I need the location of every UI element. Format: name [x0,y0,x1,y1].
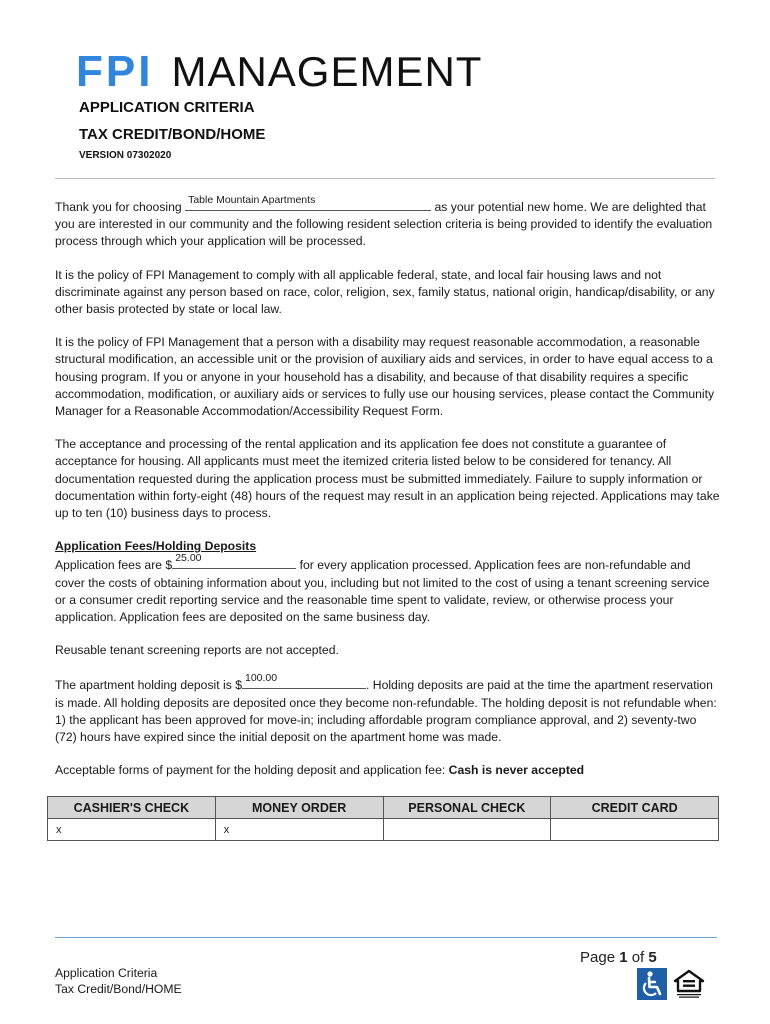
cell-money-order[interactable]: x [215,819,383,841]
holding-deposit-value: 100.00 [245,672,278,685]
document-footer [55,966,182,997]
application-fee-value: 25.00 [175,552,202,565]
page-number [580,949,657,966]
fees-text-start: Application fees are $ [55,558,173,573]
footer-icons [637,968,707,1000]
fees-section-title: Application Fees/Holding Deposits [55,539,257,554]
deposit-text-start: The apartment holding deposit is $ [55,678,242,693]
reusable-reports-paragraph: Reusable tenant screening reports are not accepted. [55,643,339,658]
document-version: VERSION 07302020 [79,150,172,161]
header-divider [55,178,715,179]
holding-deposit-field[interactable] [242,672,366,689]
acceptance-paragraph: The acceptance and processing of the rental application and its application fee does not constitute a guarantee of acceptance for housing. All applicants must meet the itemized criteria listed below to be considered for tenancy. All documentation requested during the application process must be submitted immediately. Failure to supply information or documentation within forty-eight (48) hours of the request may result in an application being rejected. Applications may take up to ten (10) business days to process. [55,437,720,521]
footer-divider [55,937,717,938]
document-title: APPLICATION CRITERIA [79,99,255,116]
property-name-field[interactable] [185,194,431,211]
payment-text: Acceptable forms of payment for the holding deposit and application fee: [55,763,449,778]
cash-not-accepted-text: Cash is never accepted [448,763,585,778]
page-of: of [627,949,649,966]
document-subtitle: TAX CREDIT/BOND/HOME [79,126,266,143]
header-personal-check: PERSONAL CHECK [383,797,551,819]
fees-text-end: for every application processed. Application fees are non-refundable and cover the costs of obtaining information about you, including but not limited to the cost of using a tenant screening service or a consumer credit reporting service and the reasonable time spent to validate, review, or otherwise process your application. Application fees are deposited on the same business day. [55,558,710,625]
page-total: 5 [648,949,657,966]
page-label: Page [580,949,620,966]
cell-cashiers-check[interactable]: x [48,819,216,841]
intro-text-end: as your potential new home. We are delighted that you are interested in our community and the following resident selection criteria is being provided to identify the evaluation process through which your application will be processed. [55,200,713,249]
header-money-order: MONEY ORDER [215,797,383,819]
payment-table-row [48,819,719,841]
header-credit-card: CREDIT CARD [551,797,719,819]
accessibility-icon [637,968,667,1000]
intro-paragraph [55,194,720,251]
logo-management-text: MANAGEMENT [171,48,483,95]
accommodation-paragraph: It is the policy of FPI Management that a person with a disability may request reasonable accommodation, a reasonable structural modification, an accessible unit or the provision of auxiliary aids and services, in order to have equal access to a housing program. If you or anyone in your household has a disability, and because of that disability requires a specific accommodation, modification, or auxiliary aids or services to fully use our housing services, please contact the Community Manager for a Reasonable Accommodation/Accessibility Request Form. [55,335,715,419]
fair-housing-paragraph: It is the policy of FPI Management to comply with all applicable federal, state, and local fair housing laws and not discriminate against any person based on race, color, religion, sex, family status, national origin, handicap/disability, or any other basis protected by state or local law. [55,267,715,317]
equal-housing-icon [671,968,707,1000]
cell-personal-check[interactable] [383,819,551,841]
footer-line-2: Tax Credit/Bond/HOME [55,981,182,996]
payment-forms-paragraph [55,762,720,779]
payment-methods-table [47,796,719,841]
property-name-value: Table Mountain Apartments [188,194,316,206]
holding-deposit-paragraph [55,672,720,746]
fpi-logo [76,47,483,96]
payment-table-header-row [48,797,719,819]
fees-paragraph [55,538,720,626]
deposit-text-end: . Holding deposits are paid at the time the apartment reservation is made. All holding deposits are deposited once they become non-refundable. The holding deposit is not refundable when: 1) the applicant has been approved for move-in; including affordable program compliance approval, and 2) seventy-two (72) hours have expired since the initial deposit on the apartment home was made. [55,678,717,745]
document-body [55,194,720,795]
footer-line-1: Application Criteria [55,966,158,980]
intro-text-start: Thank you for choosing [55,200,186,214]
header-cashiers-check: CASHIER'S CHECK [48,797,216,819]
cell-credit-card[interactable] [551,819,719,841]
logo-fpi-text: FPI [76,47,154,96]
page-current: 1 [619,949,628,966]
application-fee-field[interactable] [172,552,296,569]
